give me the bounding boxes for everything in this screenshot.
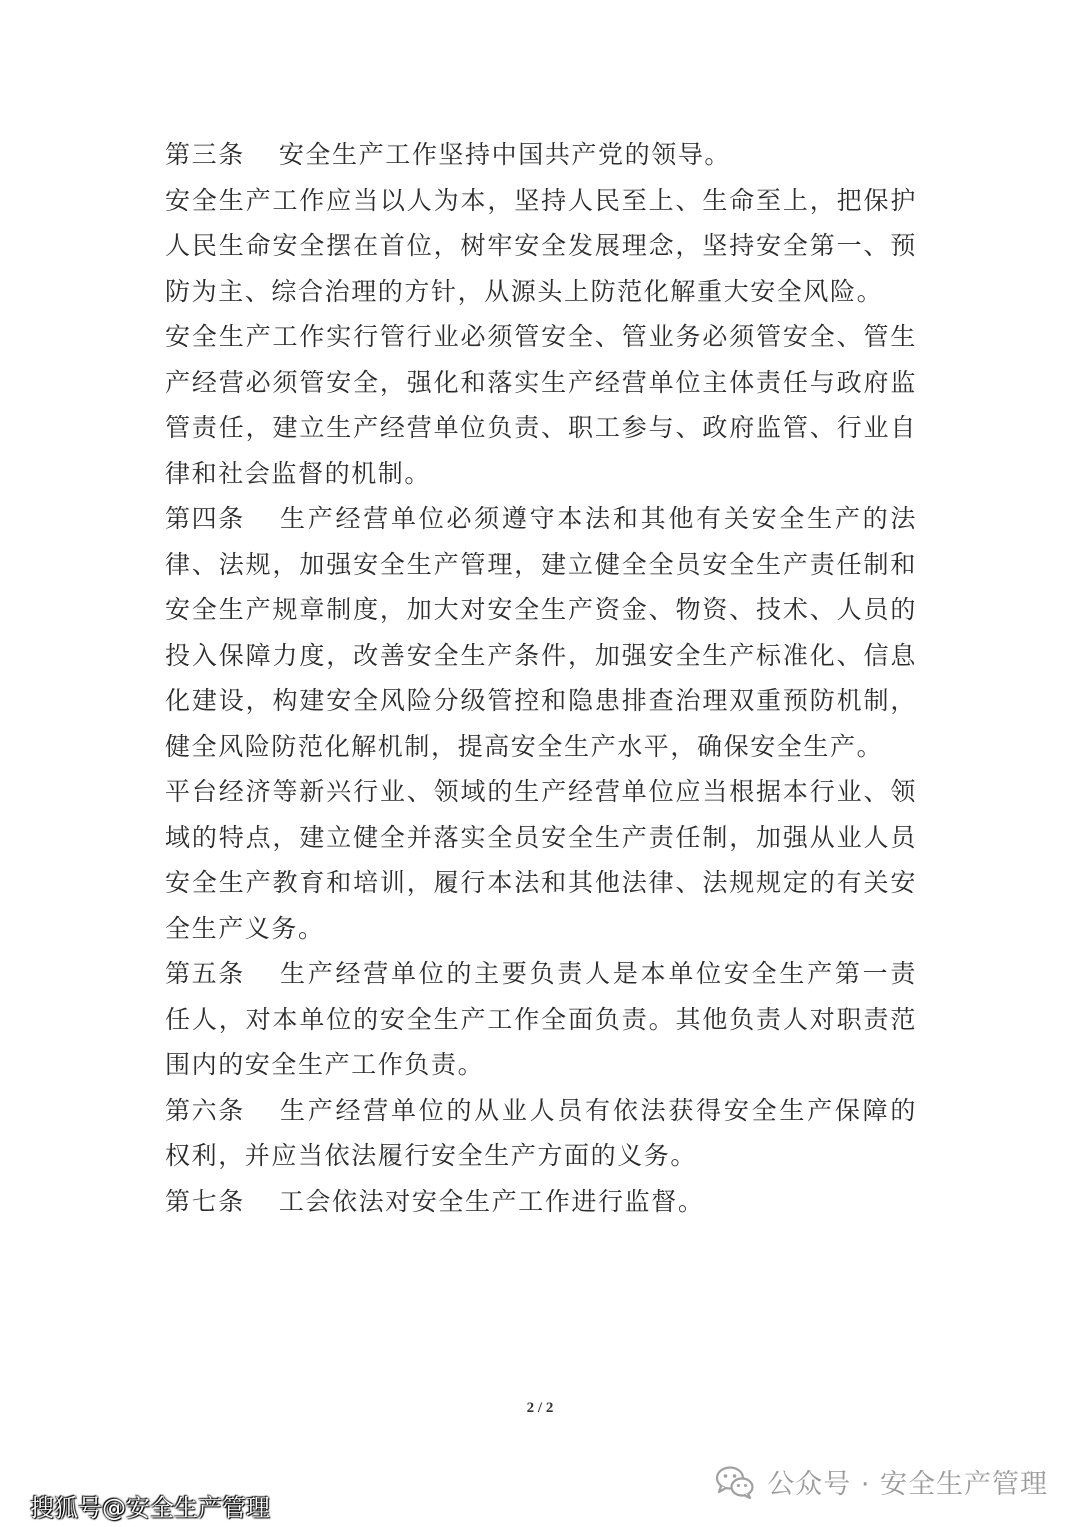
paragraph-text: 生产经营单位必须遵守本法和其他有关安全生产的法律、法规，加强安全生产管理，建立健全全员安全生产责任制和安全生产规章制度，加大对安全生产资金、物资、技术、人员的投入保障力度，改善安全生产条件，加强安全生产标准化、信息化建设，构建安全风险分级管控和隐患排查治理双重预防机制，健全风险防范化解机制，提高安全生产水平，确保安全生产。 (165, 504, 917, 761)
wechat-icon (715, 1465, 755, 1499)
article-label: 第七条 (165, 1186, 245, 1216)
paragraph-text: 安全生产工作实行管行业必须管安全、管业务必须管安全、管生产经营必须管安全，强化和落实生产经营单位主体责任与政府监管责任，建立生产经营单位负责、职工参与、政府监管、行业自律和社会监督的机制。 (165, 322, 917, 488)
paragraph-text: 安全生产工作应当以人为本，坚持人民至上、生命至上，把保护人民生命安全摆在首位，树牢安全发展理念，坚持安全第一、预防为主、综合治理的方针，从源头上防范化解重大安全风险。 (165, 185, 917, 306)
article-label: 第三条 (165, 140, 245, 169)
article-label: 第五条 (165, 959, 245, 988)
wechat-watermark-text: 公众号 · 安全生产管理 (767, 1469, 1048, 1500)
page-number: 2 / 2 (526, 1400, 554, 1416)
paragraph-text: 生产经营单位的主要负责人是本单位安全生产第一责任人，对本单位的安全生产工作全面负责。其他负责人对职责范围内的安全生产工作负责。 (165, 959, 917, 1079)
paragraph-article-6 (165, 1088, 917, 1179)
paragraph (165, 314, 917, 496)
paragraph-text: 平台经济等新兴行业、领域的生产经营单位应当根据本行业、领域的特点，建立健全并落实全员安全生产责任制，加强从业人员安全生产教育和培训，履行本法和其他法律、法规规定的有关安全生产义务。 (165, 777, 917, 943)
paragraph-text: 生产经营单位的从业人员有依法获得安全生产保障的权利，并应当依法履行安全生产方面的义务。 (165, 1095, 917, 1170)
paragraph-article-3 (165, 132, 917, 178)
wechat-watermark (715, 1462, 1048, 1501)
document-body (165, 132, 917, 1224)
paragraph (165, 769, 917, 951)
paragraph (165, 178, 917, 315)
paragraph-text: 安全生产工作坚持中国共产党的领导。 (278, 140, 732, 169)
paragraph-text: 工会依法对安全生产工作进行监督。 (278, 1186, 705, 1216)
article-label: 第六条 (165, 1095, 245, 1125)
paragraph-article-7 (165, 1179, 917, 1225)
sohu-watermark: 搜狐号@安全生产管理 (30, 1494, 270, 1522)
paragraph-article-4 (165, 496, 917, 769)
paragraph-article-5 (165, 951, 917, 1088)
article-label: 第四条 (165, 504, 245, 533)
